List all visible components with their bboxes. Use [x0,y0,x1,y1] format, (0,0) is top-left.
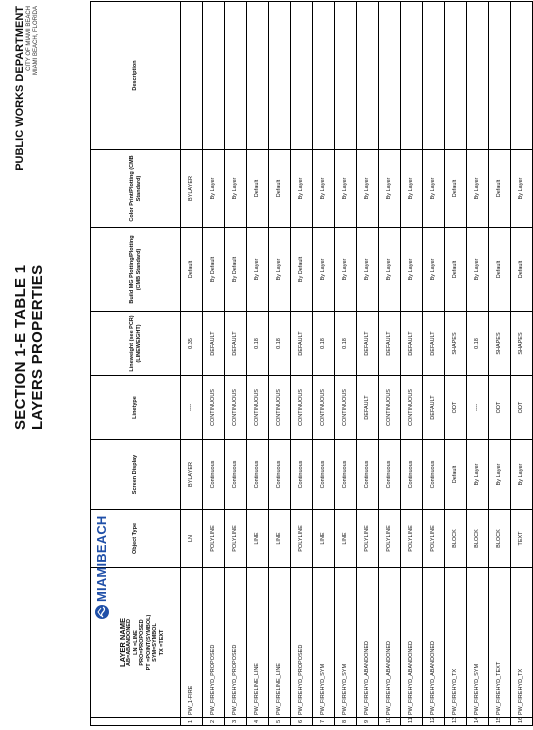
build-plotting-cell: By Default [225,228,247,312]
screen-display-cell: By Layer [511,440,533,510]
lineweight-cell: DEFAULT [291,312,313,376]
color-cell: By Layer [511,150,533,228]
row-number: 7 [313,718,335,726]
row-number: 14 [467,718,489,726]
row-number: 15 [489,718,511,726]
object-type-cell: LINE [335,510,357,568]
table-row [335,2,357,726]
description-cell [423,2,445,150]
linetype-cell: CONTINUOUS [379,376,401,440]
build-plotting-cell: By Layer [423,228,445,312]
object-type-cell: POLYLINE [291,510,313,568]
layer-name-cell: PW_FIREHYD_SYM [335,568,357,718]
department-sub-2: MIAMI BEACH, FLORIDA [33,6,39,76]
color-cell: By Layer [423,150,445,228]
row-number: 3 [225,718,247,726]
table-row [489,2,511,726]
object-type-cell: LINE [269,510,291,568]
build-plotting-cell: By Default [291,228,313,312]
row-number: 12 [423,718,445,726]
linetype-cell: CONTINUOUS [291,376,313,440]
layer-name-cell: PW_FIRELINE_LINE [247,568,269,718]
color-cell: By Layer [313,150,335,228]
linetype-cell: CONTINUOUS [269,376,291,440]
layer-name-cell: PW_FIREHYD_SYM [467,568,489,718]
lineweight-cell: DEFAULT [423,312,445,376]
table-body [181,2,533,726]
table-row [357,2,379,726]
column-header: Linetype [91,376,181,440]
screen-display-cell: Continuous [313,440,335,510]
table-row [203,2,225,726]
linetype-cell: CONTINUOUS [313,376,335,440]
layer-name-cell: PW_FIREHYD_PROPOSED [225,568,247,718]
object-type-cell: POLYLINE [401,510,423,568]
legend-line: AB=ABANDONED [126,619,133,666]
linetype-cell: ODT [489,376,511,440]
layer-name-cell: PW_FIRELINE_LINE [269,568,291,718]
description-cell [181,2,203,150]
object-type-cell: TEXT [511,510,533,568]
linetype-cell: CONTINUOUS [203,376,225,440]
lineweight-cell: DEFAULT [379,312,401,376]
color-cell: By Layer [225,150,247,228]
table-row [467,2,489,726]
screen-display-cell: Continuous [379,440,401,510]
table-row [269,2,291,726]
row-number: 5 [269,718,291,726]
table-row [291,2,313,726]
linetype-cell: ODT [511,376,533,440]
build-plotting-cell: Default [511,228,533,312]
lineweight-cell: DEFAULT [357,312,379,376]
object-type-cell: POLYLINE [379,510,401,568]
legend-line: PRO=PROPOSED [139,619,146,666]
screen-display-cell: BYLAYER [181,440,203,510]
legend-title: LAYER NAME [117,618,127,667]
lineweight-cell: 0.18 [335,312,357,376]
screen-display-cell: Continuous [225,440,247,510]
lineweight-cell: DEFAULT [401,312,423,376]
description-cell [357,2,379,150]
legend-line: LN =LINE [132,630,139,655]
linetype-cell: CONTINUOUS [247,376,269,440]
color-cell: By Layer [357,150,379,228]
lineweight-cell: SHAPES [489,312,511,376]
column-header: Object Type [91,510,181,568]
department-header [14,6,40,182]
layer-name-cell: PW_FIREHYD_ABANDONED [379,568,401,718]
linetype-cell: CONTINUOUS [401,376,423,440]
color-cell: Default [489,150,511,228]
screen-display-cell: Continuous [247,440,269,510]
lineweight-cell: SHAPES [445,312,467,376]
description-cell [467,2,489,150]
row-number: 10 [379,718,401,726]
document-title [12,265,46,430]
color-cell: By Layer [401,150,423,228]
row-number: 8 [335,718,357,726]
description-cell [335,2,357,150]
layer-name-cell: PW_FIREHYD_TEXT [489,568,511,718]
department-name: PUBLIC WORKS DEPARTMENT [14,6,26,171]
layer-name-cell: PW_FIREHYD_TX [445,568,467,718]
build-plotting-cell: By Default [203,228,225,312]
build-plotting-cell: Default [489,228,511,312]
column-header: Lineweight (see PCR)(LINEWEIGHT) [91,312,181,376]
description-cell [445,2,467,150]
row-number: 4 [247,718,269,726]
lineweight-cell: 0.18 [467,312,489,376]
row-number: 9 [357,718,379,726]
table-row [313,2,335,726]
lineweight-cell: DEFAULT [203,312,225,376]
color-cell: Default [247,150,269,228]
description-cell [511,2,533,150]
row-number: 2 [203,718,225,726]
linetype-cell: DEFAULT [357,376,379,440]
description-cell [269,2,291,150]
object-type-cell: BLOCK [445,510,467,568]
object-type-cell: BLOCK [467,510,489,568]
row-number: 13 [445,718,467,726]
screen-display-cell: Continuous [423,440,445,510]
object-type-cell: LINE [313,510,335,568]
linetype-cell: CONTINUOUS [335,376,357,440]
legend-box [117,570,166,715]
object-type-cell: POLYLINE [203,510,225,568]
build-plotting-cell: Default [181,228,203,312]
build-plotting-cell: Default [445,228,467,312]
lineweight-cell: SHAPES [511,312,533,376]
object-type-cell: LN [181,510,203,568]
linetype-cell: ODT [445,376,467,440]
color-cell: By Layer [379,150,401,228]
build-plotting-cell: By Layer [247,228,269,312]
object-type-cell: BLOCK [489,510,511,568]
layer-name-cell: PW_FIREHYD_ABANDONED [357,568,379,718]
description-cell [203,2,225,150]
screen-display-cell: Continuous [269,440,291,510]
build-plotting-cell: By Layer [401,228,423,312]
description-cell [401,2,423,150]
description-cell [379,2,401,150]
screen-display-cell: Continuous [291,440,313,510]
column-header: Screen Display [91,440,181,510]
department-sub-1: CITY OF MIAMI BEACH [26,6,32,71]
num-header [91,718,181,726]
linetype-cell: CONTINUOUS [225,376,247,440]
build-plotting-cell: By Layer [269,228,291,312]
lineweight-cell: 0.35 [181,312,203,376]
build-plotting-cell: By Layer [379,228,401,312]
layers-table [90,1,533,726]
table-row [511,2,533,726]
layer-name-cell: PW_1-FIRE [181,568,203,718]
screen-display-cell: Continuous [203,440,225,510]
layer-name-cell: PW_FIREHYD_SYM [313,568,335,718]
legend-line: TX =TEXT [158,629,165,656]
lineweight-cell: DEFAULT [225,312,247,376]
layer-name-cell: PW_FIREHYD_ABANDONED [401,568,423,718]
title-line-1: SECTION 1-E TABLE 1 [12,264,29,430]
screen-display-cell: By Layer [489,440,511,510]
layer-name-cell: PW_FIREHYD_PROPOSED [203,568,225,718]
row-number: 6 [291,718,313,726]
table-row [247,2,269,726]
layer-name-cell: PW_FIREHYD_PROPOSED [291,568,313,718]
color-cell: By Layer [291,150,313,228]
logo-wordmark: MIAMIBEACH [93,515,109,602]
logo [95,516,109,620]
color-cell: Default [269,150,291,228]
title-line-2: LAYERS PROPERTIES [29,264,46,430]
column-header: Description [91,2,181,150]
object-type-cell: LINE [247,510,269,568]
build-plotting-cell: By Layer [313,228,335,312]
build-plotting-cell: By Layer [467,228,489,312]
screen-display-cell: Continuous [335,440,357,510]
table-header-row [91,2,181,726]
object-type-cell: POLYLINE [225,510,247,568]
color-cell: By Layer [335,150,357,228]
color-cell: By Layer [203,150,225,228]
lineweight-cell: 0.18 [313,312,335,376]
description-cell [225,2,247,150]
table-row [379,2,401,726]
linetype-cell: ---- [181,376,203,440]
screen-display-cell: By Layer [467,440,489,510]
color-cell: BYLAYER [181,150,203,228]
row-number: 16 [511,718,533,726]
table-row [445,2,467,726]
color-cell: Default [445,150,467,228]
table-row [423,2,445,726]
color-cell: By Layer [467,150,489,228]
screen-display-cell: Default [445,440,467,510]
table-row [225,2,247,726]
legend-line: PT =POINT(SYMBOL) [145,614,152,671]
lineweight-cell: 0.18 [247,312,269,376]
object-type-cell: POLYLINE [357,510,379,568]
description-cell [489,2,511,150]
column-header: Build MG Plotting/Plotting (CMB Standard) [91,228,181,312]
description-cell [247,2,269,150]
linetype-cell: DEFAULT [423,376,445,440]
table-row [181,2,203,726]
column-header: Color Print/Plotting (CMB Standard) [91,150,181,228]
table-row [401,2,423,726]
legend-line: SYM=SYMBOL [152,623,159,662]
lineweight-cell: 0.18 [269,312,291,376]
linetype-cell: ---- [467,376,489,440]
row-number: 11 [401,718,423,726]
row-number: 1 [181,718,203,726]
screen-display-cell: Continuous [401,440,423,510]
build-plotting-cell: By Layer [335,228,357,312]
description-cell [313,2,335,150]
screen-display-cell: Continuous [357,440,379,510]
object-type-cell: POLYLINE [423,510,445,568]
layer-name-cell: PW_FIREHYD_TX [511,568,533,718]
miami-beach-logo-icon [95,605,109,619]
build-plotting-cell: By Layer [357,228,379,312]
layer-name-cell: PW_FIREHYD_ABANDONED [423,568,445,718]
description-cell [291,2,313,150]
